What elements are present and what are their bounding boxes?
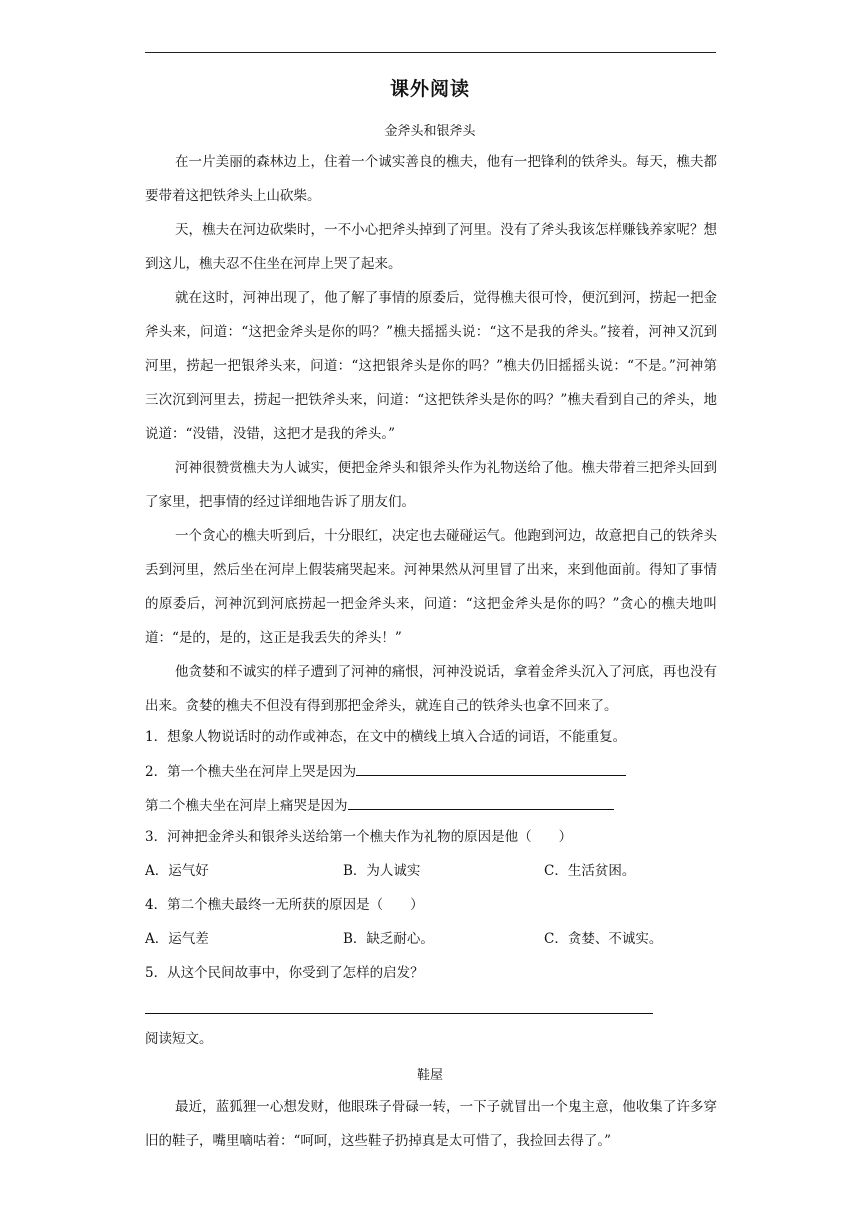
question-2b-text: 第二个樵夫坐在河岸上痛哭是因为 (145, 798, 348, 814)
q4-option-c[interactable]: C．贪婪、不诚实。 (544, 931, 663, 947)
section-title: 鞋屋 (416, 1068, 443, 1083)
question-2a-text: 2．第一个樵夫坐在河岸上哭是因为 (145, 764, 357, 780)
story-paragraph-4: 河神很赞赏樵夫为人诚实，便把金斧头和银斧头作为礼物送给了他。樵夫带着三把斧头回到了家里，把事情的经过详细地告诉了朋友们。 (145, 460, 717, 510)
q4-option-a[interactable]: A．运气差 (145, 931, 209, 947)
question-5: 5．从这个民间故事中，你受到了怎样的启发？ (145, 965, 424, 981)
section-intro: 阅读短文。 (145, 1031, 213, 1047)
page-title: 课外阅读 (389, 78, 470, 100)
q3-option-b[interactable]: B．为人诚实 (343, 863, 421, 879)
question-2a (145, 761, 626, 782)
question-3: 3．河神把金斧头和银斧头送给第一个樵夫作为礼物的原因是他（ ） (145, 829, 573, 845)
answer-line-5[interactable] (145, 1013, 653, 1014)
story-paragraph-6: 他贪婪和不诚实的样子遭到了河神的痛恨，河神没说话，拿着金斧头沉入了河底，再也没有出来。贪婪的樵夫不但没有得到那把金斧头，就连自己的铁斧头也拿不回来了。 (145, 664, 717, 714)
answer-blank-2b[interactable] (348, 795, 614, 810)
section-paragraph: 最近，蓝狐狸一心想发财，他眼珠子骨碌一转，一下子就冒出一个鬼主意，他收集了许多穿旧的鞋子，嘴里嘀咕着：“呵呵，这些鞋子扔掉真是太可惜了，我捡回去得了。” (145, 1099, 717, 1149)
header-rule (145, 52, 716, 53)
story-paragraph-5: 一个贪心的樵夫听到后，十分眼红，决定也去碰碰运气。他跑到河边，故意把自己的铁斧头丢到河里，然后坐在河岸上假装痛哭起来。河神果然从河里冒了出来，来到他面前。得知了事情的原委后，河神沉到河底捞起一把金斧头来，问道：“这把金斧头是你的吗？”贪心的樵夫地叫道：“是的，是的，这正是我丢失的斧头！” (145, 528, 717, 646)
q3-option-c[interactable]: C．生活贫困。 (544, 863, 636, 879)
question-2b (145, 795, 614, 816)
story-paragraph-1: 在一片美丽的森林边上，住着一个诚实善良的樵夫，他有一把锋利的铁斧头。每天，樵夫都要带着这把铁斧头上山砍柴。 (145, 154, 717, 204)
story-paragraph-2: 天，樵夫在河边砍柴时，一不小心把斧头掉到了河里。没有了斧头我该怎样赚钱养家呢？想到这儿，樵夫忍不住坐在河岸上哭了起来。 (145, 222, 717, 272)
q4-option-b[interactable]: B．缺乏耐心。 (343, 931, 434, 947)
q3-option-a[interactable]: A．运气好 (145, 863, 209, 879)
answer-blank-2a[interactable] (356, 761, 626, 776)
story-paragraph-3: 就在这时，河神出现了，他了解了事情的原委后，觉得樵夫很可怜，便沉到河，捞起一把金斧头来，问道：“这把金斧头是你的吗？”樵夫摇摇头说：“这不是我的斧头。”接着，河神又沉到河里，捞起一把银斧头来，问道：“这把银斧头是你的吗？”樵夫仍旧摇摇头说：“不是。”河神第三次沉到河里去，捞起一把铁斧头来，问道：“这把铁斧头是你的吗？”樵夫看到自己的斧头，地说道：“没错，没错，这把才是我的斧头。” (145, 290, 717, 442)
story-title: 金斧头和银斧头 (384, 124, 476, 139)
question-4: 4．第二个樵夫最终一无所获的原因是（ ） (145, 897, 424, 913)
question-1: 1．想象人物说话时的动作或神态，在文中的横线上填入合适的词语，不能重复。 (145, 729, 627, 745)
